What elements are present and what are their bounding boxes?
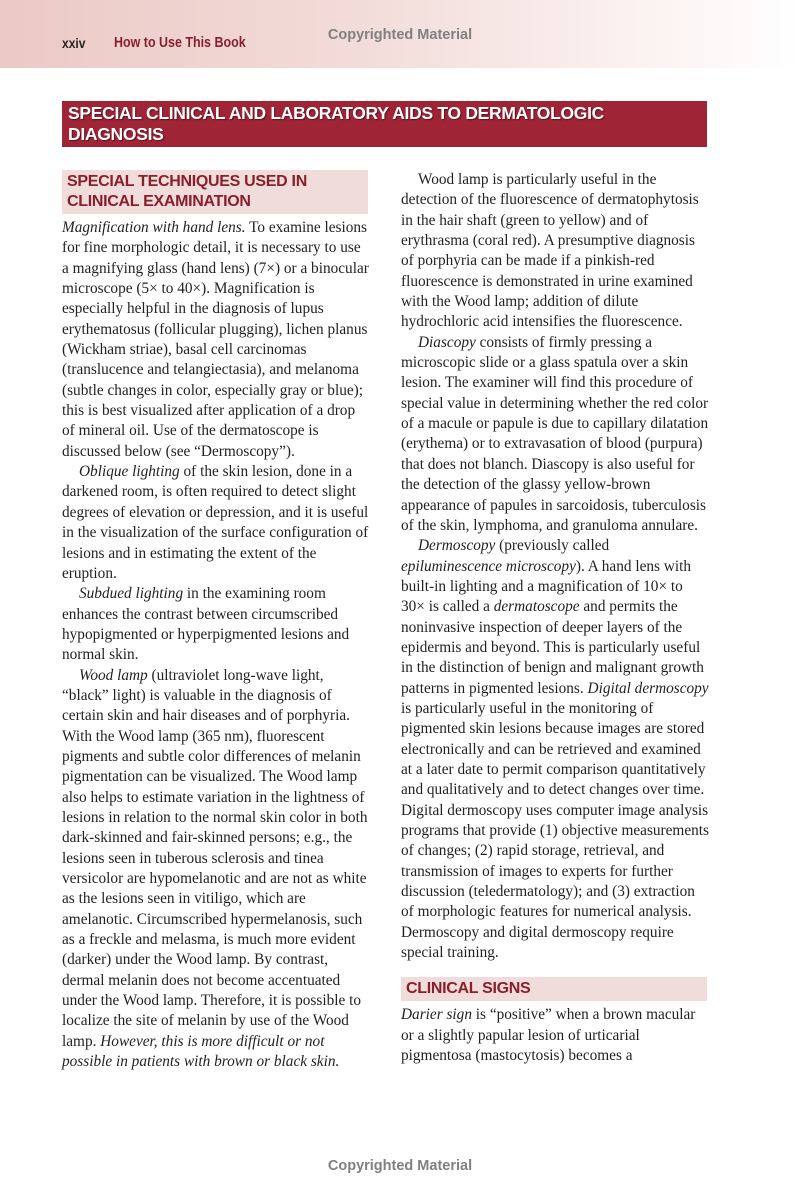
term-wood-lamp: Wood lamp	[79, 666, 148, 684]
paragraph-text: of the skin lesion, done in a darkened room, is often required to detect slight degrees of elevation or depression, and it is useful in the visualization of the surface configuration of lesions and in estimating the extent of the eruption.	[62, 463, 369, 582]
term-dermatoscope: dermatoscope	[493, 598, 580, 616]
paragraph-text: (ultraviolet long-wave light, “black” light) is valuable in the diagnosis of certain skin and hair diseases and of porphyria. With the Wood lamp (365 nm), fluorescent pigments and subtle color differences of melanin pigmentation can be visualized. The Wood lamp also helps to estimate variation in the lightness of lesions in relation to the normal skin color in both dark-skinned and fair-skinned persons; e.g., the lesions seen in tuberous sclerosis and tinea versicolor are hypomelanotic and are not as white as the lesions seen in vitiligo, which are amelanotic. Circumscribed hypermelanosis, such as a freckle and melasma, is much more evident (darker) under the Wood lamp. By contrast, dermal melanin does not become accentuated under the Wood lamp. Therefore, it is possible to localize the site of melanin by use of the Wood lamp.	[62, 666, 368, 1050]
term-subdued-lighting: Subdued lighting	[79, 585, 184, 603]
italic-caveat: However, this is more difficult or not possible in patients with brown or black skin.	[62, 1032, 340, 1071]
subhead-special-techniques: SPECIAL TECHNIQUES USED IN CLINICAL EXAMINATION	[62, 170, 368, 214]
left-column	[62, 170, 370, 1072]
term-darier-sign: Darier sign	[401, 1006, 472, 1024]
term-diascopy: Diascopy	[418, 333, 476, 351]
paragraph-text: To examine lesions for fine morphologic detail, it is necessary to use a magnifying glass (hand lens) (7×) or a binocular microscope (5× to 40×). Magnification is especially helpful in the diagnosis of lupus erythematosus (follicular plugging), lichen planus (Wickham striae), basal cell carcinomas (translucence and telangiectasia), and melanoma (subtle changes in color, especially gray or blue); this is best visualized after application of a drop of mineral oil. Use of the dermatoscope is discussed below (see “Dermoscopy”).	[62, 219, 369, 460]
paragraph-text: ). A hand lens with built-in lighting and a magnification of 10× to 30× is called a	[401, 557, 692, 616]
paragraph-dermoscopy	[401, 536, 709, 963]
paragraph-text: is particularly useful in the monitoring of pigmented skin lesions because images are stored electronically and can be retrieved and examined at a later date to permit comparison quantitatively and qualitatively and to detect changes over time. Digital dermoscopy uses computer image analysis programs that provide (1) objective measurements of changes; (2) rapid storage, retrieval, and transmission of images to experts for further discussion (teledermatology); and (3) extraction of morphologic features for numerical analysis. Dermoscopy and digital dermoscopy require special training.	[401, 699, 709, 962]
paragraph-text: Wood lamp is particularly useful in the detection of the fluorescence of dermatophytosis in the hair shaft (green to yellow) and of erythrasma (coral red). A presumptive diagnosis of porphyria can be made if a pinkish-red fluorescence is demonstrated in urine examined with the Wood lamp; addition of dilute hydrochloric acid intensifies the fluorescence.	[401, 171, 699, 331]
watermark-top-text: Copyrighted Material	[327, 27, 473, 43]
paragraph-magnification	[62, 218, 370, 462]
paragraph-wood-lamp-uses	[401, 170, 709, 333]
term-dermoscopy: Dermoscopy	[418, 537, 496, 555]
paragraph-diascopy	[401, 333, 709, 536]
term-magnification: Magnification with hand lens.	[62, 219, 246, 236]
running-head: How to Use This Book	[114, 35, 246, 51]
paragraph-text: consists of firmly pressing a microscopic slide or a glass spatula over a skin lesion. The examiner will find this procedure of special value in determining whether the red color of a macule or papule is due to capillary dilatation (erythema) or to extravasation of blood (purpura) that does not blanch. Diascopy is also useful for the detection of the glassy yellow-brown appearance of papules in sarcoidosis, tuberculosis of the skin, lymphoma, and granuloma annulare.	[401, 333, 709, 534]
paragraph-text: and permits the noninvasive inspection of deeper layers of the epidermis and beyond. This is particularly useful in the distinction of benign and malignant growth patterns in pigmented lesions.	[401, 598, 704, 697]
paragraph-text: (previously called	[495, 537, 610, 555]
term-digital-dermoscopy: Digital dermoscopy	[587, 679, 709, 697]
term-oblique-lighting: Oblique lighting	[79, 463, 180, 481]
paragraph-wood-lamp	[62, 666, 370, 1073]
section-title: SPECIAL CLINICAL AND LABORATORY AIDS TO DERMATOLOGIC DIAGNOSIS	[68, 103, 605, 144]
watermark-bottom	[0, 1158, 800, 1174]
subhead-clinical-signs: CLINICAL SIGNS	[401, 977, 707, 1001]
section-banner	[62, 101, 707, 147]
watermark-top	[0, 27, 800, 43]
paragraph-text: is “positive” when a brown macular or a slightly papular lesion of urticarial pigmentosa (mastocytosis) becomes a	[401, 1006, 696, 1065]
watermark-bottom-text: Copyrighted Material	[327, 1158, 473, 1174]
paragraph-subdued-lighting	[62, 584, 370, 665]
page-number: xxiv	[62, 35, 86, 51]
paragraph-oblique-lighting	[62, 462, 370, 584]
right-column	[401, 170, 709, 1066]
paragraph-darier-sign	[401, 1005, 709, 1066]
paragraph-text: in the examining room enhances the contrast between circumscribed hypopigmented or hyperpigmented lesions and normal skin.	[62, 585, 350, 664]
term-epiluminescence: epiluminescence microscopy	[401, 557, 576, 575]
